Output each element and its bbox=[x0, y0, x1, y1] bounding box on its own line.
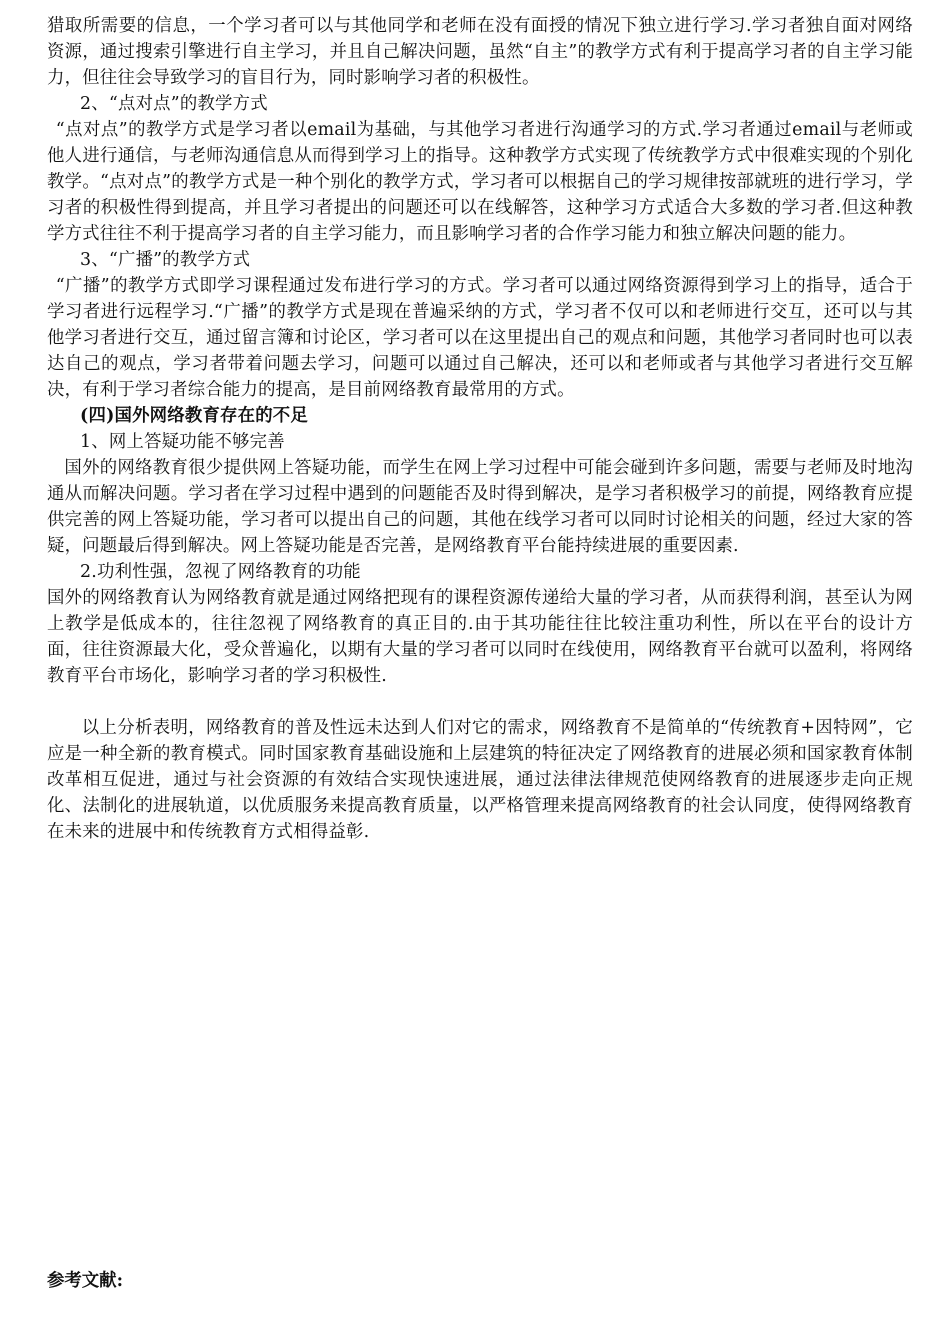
paragraph-utilitarian: 国外的网络教育认为网络教育就是通过网络把现有的课程资源传递给大量的学习者，从而获得利润，甚至认为网上教学是低成本的，往往忽视了网络教育的真正目的.由于其功能往往比较注重功利性，所以在平台的设计方面，往往资源最大化，受众普遍化，以期有大量的学习者可以同时在线使用，网络教育平台就可以盈利，将网络教育平台市场化，影响学习者的学习积极性. bbox=[47, 588, 913, 686]
paragraph-point-to-point: “点对点”的教学方式是学习者以email为基础，与其他学习者进行沟通学习的方式.学习者通过email与老师或他人进行通信，与老师沟通信息从而得到学习上的指导。这种教学方式实现了传统教学方式中很难实现的个别化教学。“点对点”的教学方式是一种个别化的教学方式，学习者可以根据自己的学习规律按部就班的进行学习，学习者的积极性得到提高，并且学习者提出的问题还可以在线解答，这种学习方式适合大多数的学习者.但这种教学方式往往不利于提高学习者的自主学习能力，而且影响学习者的合作学习能力和独立解决问题的能力。 bbox=[47, 120, 913, 244]
paragraph-spacer bbox=[47, 689, 913, 715]
paragraph-broadcast: “广播”的教学方式即学习课程通过发布进行学习的方式。学习者可以通过网络资源得到学习上的指导，适合于学习者进行远程学习.“广播”的教学方式是现在普遍采纳的方式，学习者不仅可以和老师进行交互，还可以与其他学习者进行交互，通过留言簿和讨论区，学习者可以在这里提出自己的观点和问题，其他学习者同时也可以表达自己的观点，学习者带着问题去学习，问题可以通过自己解决，还可以和老师或者与其他学习者进行交互解决，有利于学习者综合能力的提高，是目前网络教育最常用的方式。 bbox=[47, 276, 913, 400]
document-body bbox=[47, 13, 913, 845]
heading-online-qa: 1、网上答疑功能不够完善 bbox=[80, 432, 285, 452]
paragraph-conclusion: 以上分析表明，网络教育的普及性远未达到人们对它的需求，网络教育不是简单的“传统教育+因特网”，它应是一种全新的教育模式。同时国家教育基础设施和上层建筑的特征决定了网络教育的进展必须和国家教育体制改革相互促进，通过与社会资源的有效结合实现快速进展，通过法律法律规范使网络教育的进展逐步走向正规化、法制化的进展轨道，以优质服务来提高教育质量，以严格管理来提高网络教育的社会认同度，使得网络教育在未来的进展中和传统教育方式相得益彰. bbox=[47, 718, 913, 842]
heading-broadcast: 3、“广播”的教学方式 bbox=[80, 250, 251, 270]
paragraph-online-qa: 国外的网络教育很少提供网上答疑功能，而学生在网上学习过程中可能会碰到许多问题，需要与老师及时地沟通从而解决问题。学习者在学习过程中遇到的问题能否及时得到解决，是学习者积极学习的前提，网络教育应提供完善的网上答疑功能，学习者可以提出自己的问题，其他在线学习者可以同时讨论相关的问题，经过大家的答疑，问题最后得到解决。网上答疑功能是否完善，是网络教育平台能持续进展的重要因素. bbox=[47, 458, 913, 556]
heading-utilitarian: 2.功利性强，忽视了网络教育的功能 bbox=[80, 562, 361, 582]
heading-point-to-point: 2、“点对点”的教学方式 bbox=[80, 94, 268, 114]
paragraph-self-study: 猎取所需要的信息，一个学习者可以与其他同学和老师在没有面授的情况下独立进行学习.学习者独自面对网络资源，通过搜索引擎进行自主学习，并且自己解决问题，虽然“自主”的教学方式有利于提高学习者的自主学习能力，但往往会导致学习的盲目行为，同时影响学习者的积极性。 bbox=[47, 16, 913, 88]
references-heading: 参考文献: bbox=[47, 1271, 123, 1291]
section-heading-shortcomings: (四)国外网络教育存在的不足 bbox=[80, 406, 308, 426]
